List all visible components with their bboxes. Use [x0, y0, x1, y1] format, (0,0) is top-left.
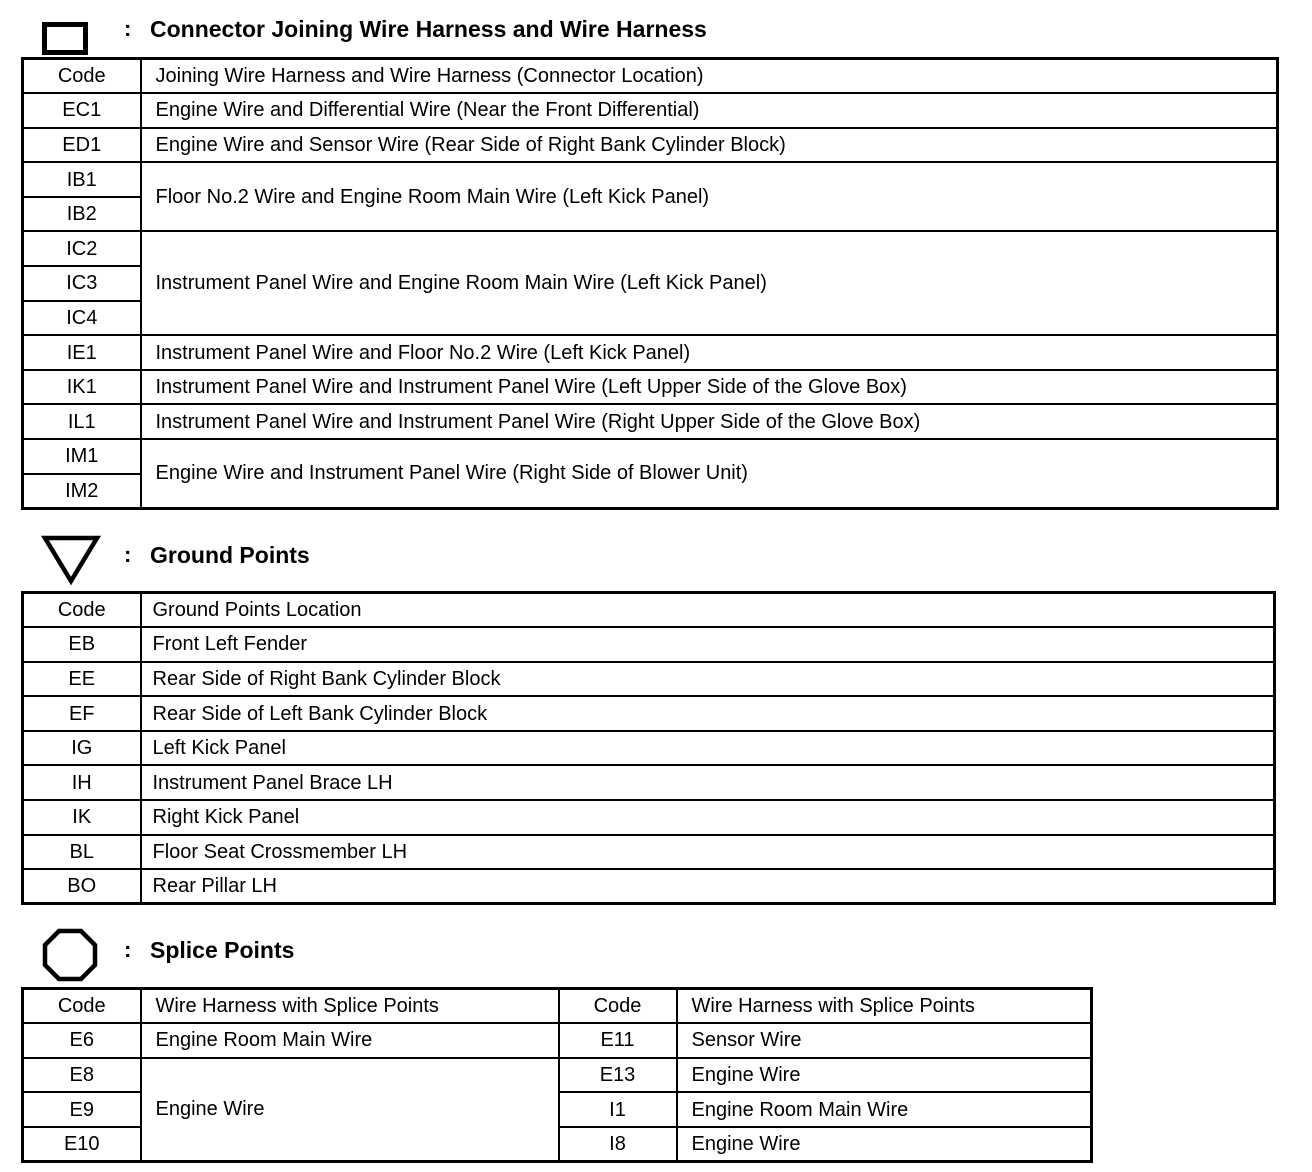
table-row — [23, 869, 1275, 904]
octagon-icon — [40, 927, 100, 983]
ground-section-heading — [0, 530, 1300, 590]
connector-location: Engine Wire and Instrument Panel Wire (Right Side of Blower Unit) — [141, 439, 1278, 508]
splice-code: E11 — [559, 1023, 677, 1058]
connector-code: IL1 — [23, 404, 141, 439]
connector-location: Floor No.2 Wire and Engine Room Main Wire (Left Kick Panel) — [141, 162, 1278, 231]
table-row — [23, 370, 1278, 405]
ground-colon: : — [124, 542, 132, 567]
table-row — [23, 731, 1275, 766]
splice-harness: Engine Wire — [141, 1058, 559, 1162]
ground-code: IG — [23, 731, 141, 766]
ground-location: Right Kick Panel — [141, 800, 1275, 835]
table-header-row — [23, 59, 1278, 94]
table-row — [23, 696, 1275, 731]
ground-code: EE — [23, 662, 141, 697]
location-header: Joining Wire Harness and Wire Harness (Connector Location) — [141, 59, 1278, 94]
triangle-down-icon — [40, 532, 102, 586]
connector-code: IC2 — [23, 231, 141, 266]
connector-code: IM1 — [23, 439, 141, 474]
ground-code: IK — [23, 800, 141, 835]
table-row — [23, 765, 1275, 800]
connector-table — [21, 57, 1279, 510]
ground-code: EF — [23, 696, 141, 731]
connector-colon: : — [124, 16, 132, 41]
ground-location: Rear Side of Right Bank Cylinder Block — [141, 662, 1275, 697]
connector-location: Instrument Panel Wire and Instrument Panel Wire (Right Upper Side of the Glove Box) — [141, 404, 1278, 439]
location-header: Ground Points Location — [141, 593, 1275, 628]
splice-colon: : — [124, 937, 132, 962]
code-header: Code — [23, 593, 141, 628]
table-header-row — [23, 989, 1092, 1024]
connector-location: Instrument Panel Wire and Floor No.2 Wire (Left Kick Panel) — [141, 335, 1278, 370]
table-row — [23, 93, 1278, 128]
table-header-row — [23, 593, 1275, 628]
connector-code: EC1 — [23, 93, 141, 128]
connector-code: ED1 — [23, 128, 141, 163]
connector-code: IB2 — [23, 197, 141, 232]
connector-code: IK1 — [23, 370, 141, 405]
code-header: Code — [23, 989, 141, 1024]
table-row — [23, 835, 1275, 870]
connector-location: Engine Wire and Sensor Wire (Rear Side of Right Bank Cylinder Block) — [141, 128, 1278, 163]
splice-harness: Engine Wire — [677, 1058, 1092, 1093]
harness-header: Wire Harness with Splice Points — [677, 989, 1092, 1024]
splice-harness: Engine Room Main Wire — [141, 1023, 559, 1058]
splice-title: Splice Points — [150, 937, 295, 963]
splice-harness: Sensor Wire — [677, 1023, 1092, 1058]
connector-location: Instrument Panel Wire and Instrument Panel Wire (Left Upper Side of the Glove Box) — [141, 370, 1278, 405]
connector-code: IE1 — [23, 335, 141, 370]
splice-code: E8 — [23, 1058, 141, 1093]
splice-harness: Engine Room Main Wire — [677, 1092, 1092, 1127]
connector-code: IC3 — [23, 266, 141, 301]
splice-section-heading — [0, 925, 1300, 985]
ground-code: IH — [23, 765, 141, 800]
splice-code: E10 — [23, 1127, 141, 1162]
table-row — [23, 1058, 1092, 1093]
ground-code: BL — [23, 835, 141, 870]
ground-code: BO — [23, 869, 141, 904]
connector-code: IC4 — [23, 301, 141, 336]
splice-table — [21, 987, 1093, 1163]
connector-location: Engine Wire and Differential Wire (Near the Front Differential) — [141, 93, 1278, 128]
splice-code: E13 — [559, 1058, 677, 1093]
ground-table — [21, 591, 1276, 905]
ground-location: Floor Seat Crossmember LH — [141, 835, 1275, 870]
splice-code: E6 — [23, 1023, 141, 1058]
splice-code: I1 — [559, 1092, 677, 1127]
splice-harness: Engine Wire — [677, 1127, 1092, 1162]
connector-location: Instrument Panel Wire and Engine Room Main Wire (Left Kick Panel) — [141, 231, 1278, 335]
code-header: Code — [23, 59, 141, 94]
ground-location: Rear Pillar LH — [141, 869, 1275, 904]
connector-title: Connector Joining Wire Harness and Wire Harness — [150, 16, 707, 42]
ground-location: Front Left Fender — [141, 627, 1275, 662]
table-row — [23, 800, 1275, 835]
ground-location: Left Kick Panel — [141, 731, 1275, 766]
ground-location: Rear Side of Left Bank Cylinder Block — [141, 696, 1275, 731]
table-row — [23, 1023, 1092, 1058]
harness-header: Wire Harness with Splice Points — [141, 989, 559, 1024]
table-row — [23, 439, 1278, 474]
table-row — [23, 335, 1278, 370]
connector-code: IM2 — [23, 474, 141, 509]
ground-location: Instrument Panel Brace LH — [141, 765, 1275, 800]
splice-code: I8 — [559, 1127, 677, 1162]
table-row — [23, 662, 1275, 697]
table-row — [23, 128, 1278, 163]
table-row — [23, 231, 1278, 266]
table-row — [23, 162, 1278, 197]
connector-code: IB1 — [23, 162, 141, 197]
ground-title: Ground Points — [150, 542, 310, 568]
code-header: Code — [559, 989, 677, 1024]
square-icon — [42, 16, 88, 56]
ground-code: EB — [23, 627, 141, 662]
table-row — [23, 627, 1275, 662]
table-row — [23, 404, 1278, 439]
splice-code: E9 — [23, 1092, 141, 1127]
